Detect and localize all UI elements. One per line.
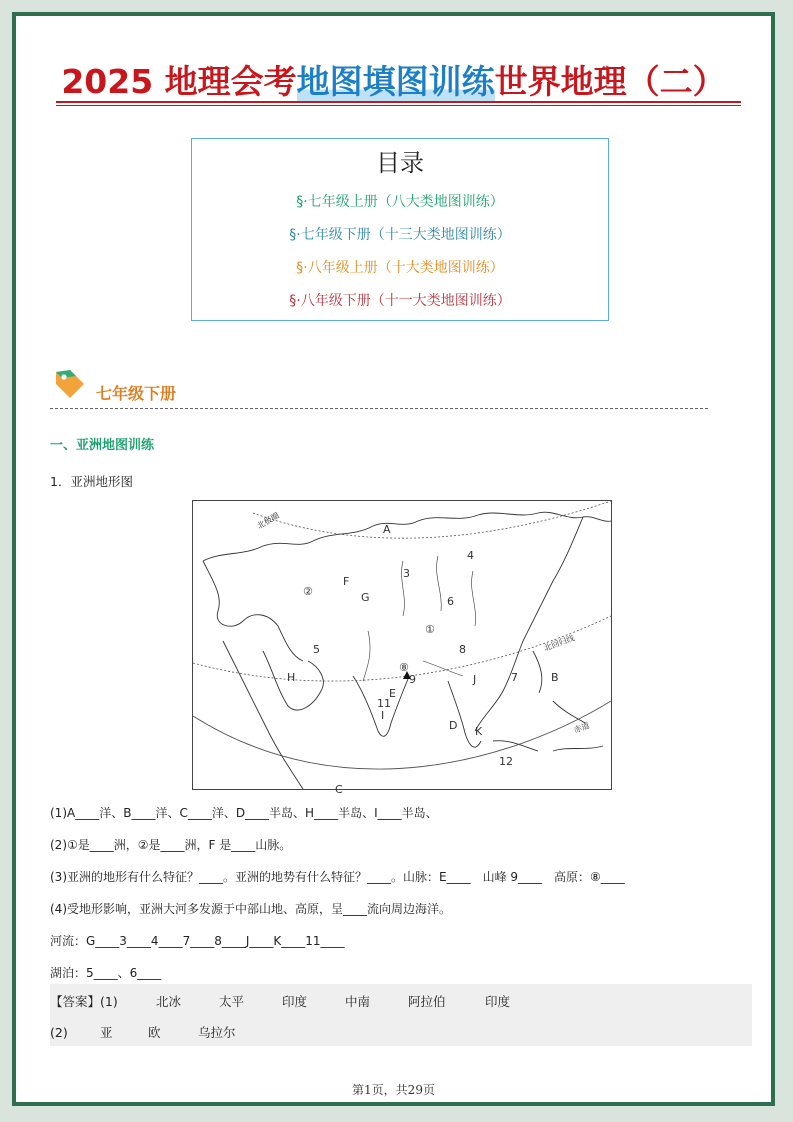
answer-row-2 bbox=[50, 1023, 236, 1041]
answer-2-label: (2) bbox=[50, 1025, 68, 1040]
toc-item-grade7-vol1[interactable]: §·七年级上册（八大类地图训练） bbox=[296, 194, 504, 210]
toc-item-grade8-vol1[interactable]: §·八年级上册（十大类地图训练） bbox=[296, 260, 504, 276]
map-label-7: 7 bbox=[511, 671, 518, 684]
map-label-J: J bbox=[473, 673, 477, 686]
map-label-A: A bbox=[383, 523, 391, 536]
answer-row-1 bbox=[50, 992, 510, 1010]
map-label-circle-2: ② bbox=[303, 585, 313, 598]
page-footer: 第1页，共29页 bbox=[352, 1083, 435, 1097]
title-part-3: 世界地理（二） bbox=[494, 62, 726, 101]
lakes-line: 湖泊：5____、6____ bbox=[50, 966, 162, 980]
question-line-4: (4)受地形影响，亚洲大河多发源于中部山地、高原，呈____流向周边海洋。 bbox=[50, 902, 452, 916]
map-label-I: I bbox=[381, 709, 385, 722]
answer-label: 【答案】(1) bbox=[50, 994, 118, 1009]
question-line-3: (3)亚洲的地形有什么特征？____。亚洲的地势有什么特征？____。山脉：E____ 山峰 9____ 高原：⑧____ bbox=[50, 870, 625, 884]
subsection-title: 一、亚洲地图训练 bbox=[50, 438, 155, 453]
map-label-8: 8 bbox=[459, 643, 466, 656]
tag-icon bbox=[52, 366, 88, 402]
map-label-circle-1: ① bbox=[425, 623, 435, 636]
toc-item-grade8-vol2[interactable]: §·八年级下册（十一大类地图训练） bbox=[289, 293, 511, 309]
answer-box bbox=[50, 984, 752, 1046]
answer-1-h: 阿拉伯 bbox=[408, 994, 446, 1009]
answer-2-f: 乌拉尔 bbox=[198, 1025, 236, 1040]
asia-terrain-map bbox=[192, 500, 612, 796]
map-label-G: G bbox=[361, 591, 370, 604]
map-label-6: 6 bbox=[447, 595, 454, 608]
map-label-12: 12 bbox=[499, 755, 513, 768]
equator-label: 赤道 bbox=[572, 720, 591, 735]
map-label-9: 9 bbox=[409, 673, 416, 686]
map-label-11: 11 bbox=[377, 697, 391, 710]
map-label-H: H bbox=[287, 671, 296, 684]
answer-1-a: 北冰 bbox=[156, 994, 182, 1009]
section-title: 七年级下册 bbox=[96, 384, 177, 403]
arctic-circle-label: 北极圈 bbox=[255, 510, 281, 531]
toc-item-grade7-vol2[interactable]: §·七年级下册（十三大类地图训练） bbox=[289, 227, 511, 243]
map-label-K: K bbox=[475, 725, 483, 738]
map-label-F: F bbox=[343, 575, 350, 588]
map-label-3: 3 bbox=[403, 567, 410, 580]
question-title: 1．亚洲地形图 bbox=[50, 474, 133, 489]
section-divider bbox=[50, 408, 708, 409]
map-label-E: E bbox=[389, 687, 396, 700]
map-label-C: C bbox=[335, 783, 343, 796]
answer-1-i: 印度 bbox=[485, 994, 511, 1009]
title-underline bbox=[56, 101, 741, 103]
table-of-contents bbox=[191, 138, 609, 321]
rivers-line: 河流：G____3____4____7____8____J____K____11____ bbox=[50, 934, 345, 948]
map-label-4: 4 bbox=[467, 549, 474, 562]
title-part-1: 2025 地理会考 bbox=[61, 62, 297, 101]
answer-1-c: 印度 bbox=[282, 994, 308, 1009]
map-label-5: 5 bbox=[313, 643, 320, 656]
toc-heading: 目录 bbox=[376, 149, 424, 177]
question-line-2: (2)①是____洲，②是____洲，F 是____山脉。 bbox=[50, 838, 292, 852]
map-graphic bbox=[193, 501, 611, 796]
map-label-B: B bbox=[551, 671, 559, 684]
tropic-of-cancer-label: 北回归线 bbox=[542, 633, 576, 653]
document-title bbox=[16, 56, 771, 103]
map-label-D: D bbox=[449, 719, 458, 732]
title-part-2: 地图填图训练 bbox=[296, 62, 495, 101]
map-label-circle-8: ⑧ bbox=[399, 661, 409, 674]
answer-1-d: 中南 bbox=[345, 994, 371, 1009]
question-line-1: (1)A____洋、B____洋、C____洋、D____半岛、H____半岛、I____半岛、 bbox=[50, 806, 438, 820]
answer-2-1: 亚 bbox=[100, 1025, 113, 1040]
document-page bbox=[12, 12, 775, 1106]
title-underline-thin bbox=[56, 105, 741, 106]
answer-1-b: 太平 bbox=[219, 994, 245, 1009]
answer-2-2: 欧 bbox=[148, 1025, 161, 1040]
